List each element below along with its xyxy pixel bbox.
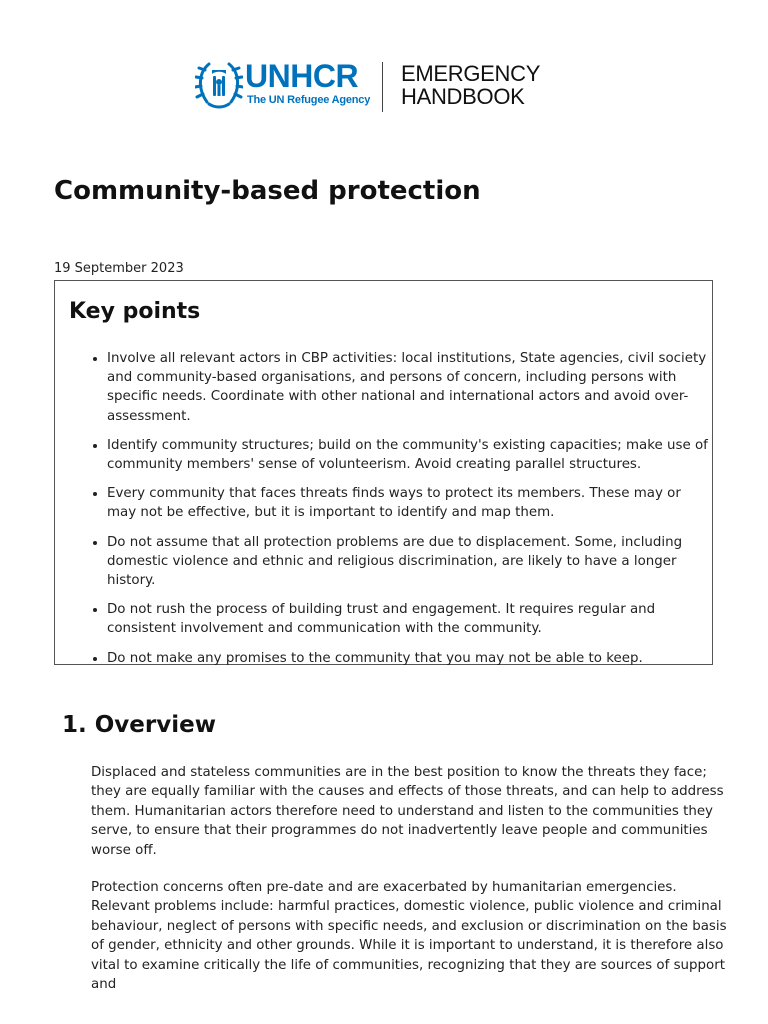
page-title: Community-based protection bbox=[54, 176, 481, 206]
key-point-item: • Do not make any promises to the community that you may not be able to keep. bbox=[107, 649, 709, 668]
overview-heading: 1. Overview bbox=[62, 712, 216, 738]
overview-paragraph: Displaced and stateless communities are in the best position to know the threats they face; they are equally familiar with the causes and effects of those threats, and can help to address them. Humanitarian actors therefore need to understand and listen to the communities they serve, to ensure that their programmes do not inadvertently leave people and communities worse off. bbox=[91, 765, 724, 858]
header-divider bbox=[382, 62, 383, 112]
key-point-item: • Involve all relevant actors in CBP activities: local institutions, State agencies, civil society and community-based organisations, and persons of concern, including persons with specific needs. Coordinate with other national and international actors and avoid over-assessment. bbox=[107, 349, 709, 426]
handbook-title bbox=[401, 62, 540, 108]
key-points-heading: Key points bbox=[69, 299, 201, 324]
handbook-line-2: HANDBOOK bbox=[401, 84, 525, 109]
key-point-item: • Identify community structures; build on the community's existing capacities; make use of community members' sense of volunteerism. Avoid creating parallel structures. bbox=[107, 436, 709, 474]
key-points-list bbox=[69, 349, 709, 678]
unhcr-laurel-icon bbox=[195, 58, 243, 110]
key-point-item: • Do not rush the process of building trust and engagement. It requires regular and consistent involvement and communication with the community. bbox=[107, 600, 709, 638]
org-subtitle: The UN Refugee Agency bbox=[247, 94, 371, 106]
org-name: UNHCR bbox=[245, 58, 359, 94]
publish-date: 19 September 2023 bbox=[54, 261, 184, 276]
key-point-item: • Do not assume that all protection problems are due to displacement. Some, including domestic violence and ethnic and religious discrimination, are likely to have a longer history. bbox=[107, 533, 709, 591]
overview-body bbox=[91, 763, 731, 1012]
page-header bbox=[195, 58, 540, 114]
key-points-box bbox=[54, 280, 713, 665]
handbook-line-1: EMERGENCY bbox=[401, 61, 541, 86]
key-point-item: • Every community that faces threats finds ways to protect its members. These may or may not be effective, but it is important to identify and map them. bbox=[107, 484, 709, 522]
overview-paragraph: Protection concerns often pre-date and are exacerbated by humanitarian emergencies. Relevant problems include: harmful practices, domestic violence, public violence and criminal behaviour, neglect of persons with specific needs, and exclusion or discrimination on the basis of gender, ethnicity and other grounds. While it is important to understand, it is therefore also vital to examine critically the life of communities, recognizing that they are sources of support and bbox=[91, 880, 727, 993]
